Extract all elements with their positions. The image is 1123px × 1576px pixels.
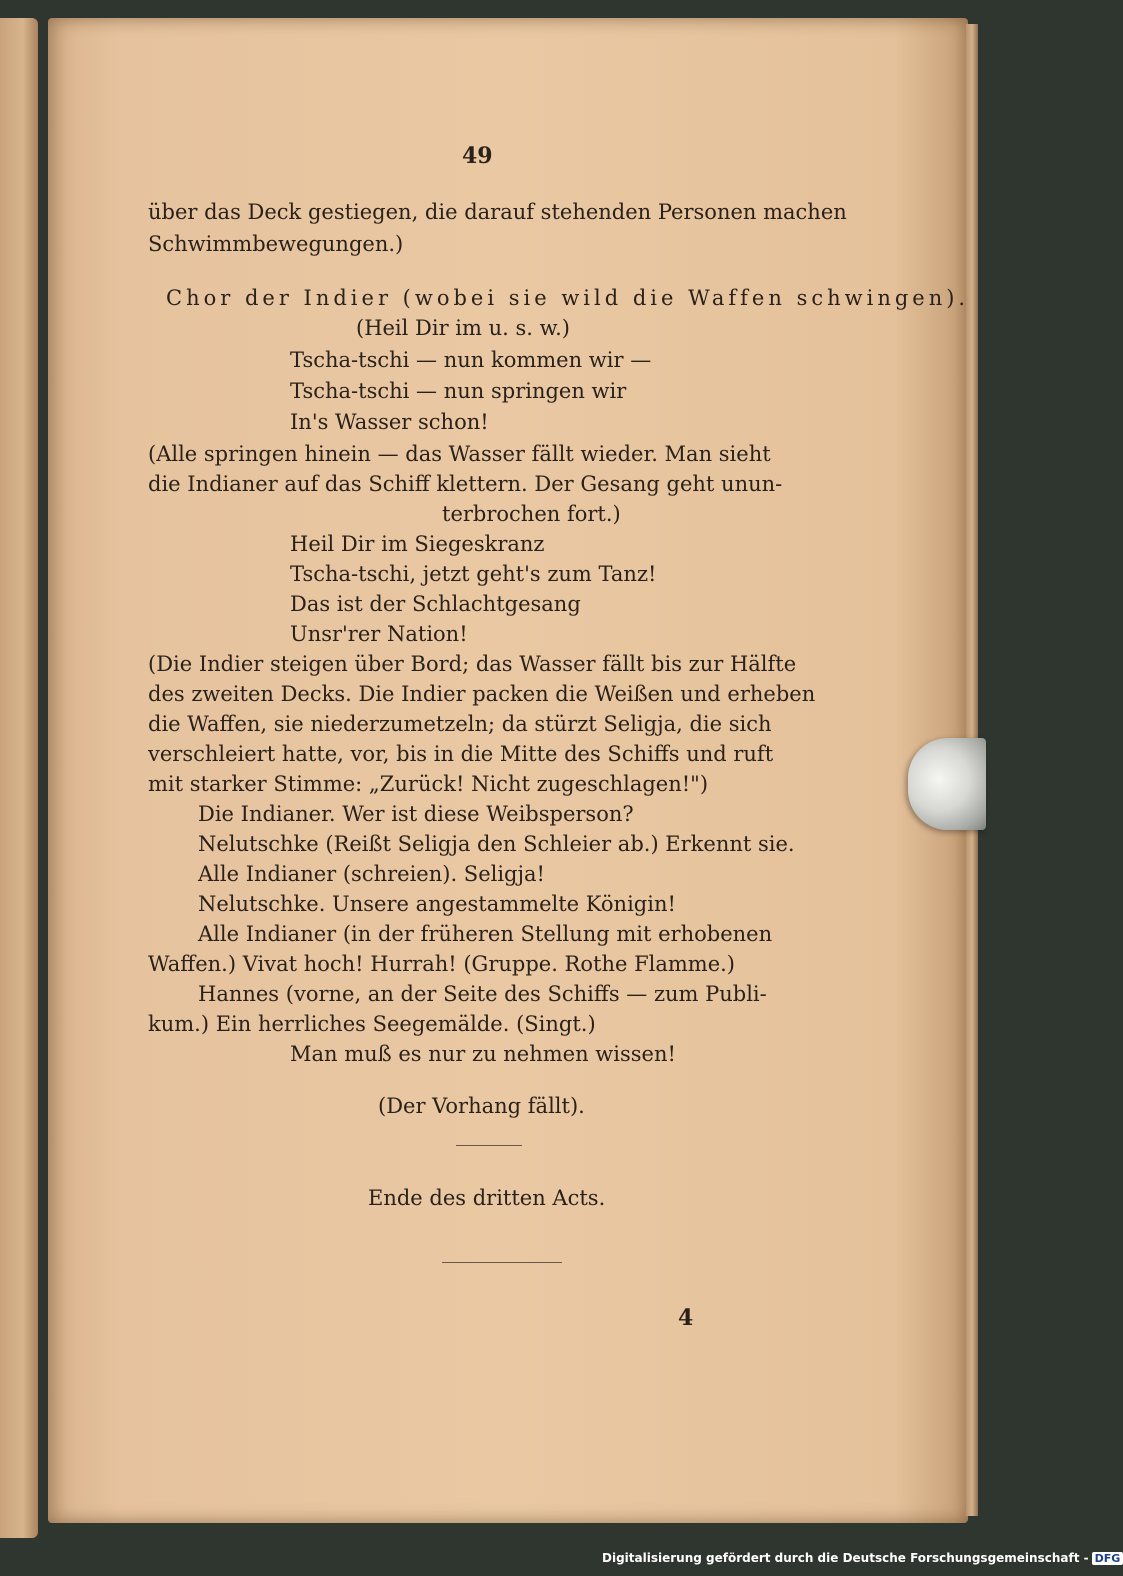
stage-direction: Chor der Indier (wobei sie wild die Waffen schwingen). <box>166 286 970 310</box>
text-line: Waffen.) Vivat hoch! Hurrah! (Gruppe. Rothe Flamme.) <box>148 952 735 976</box>
text-line: verschleiert hatte, vor, bis in die Mitte des Schiffs und ruft <box>148 742 774 766</box>
dialogue-line: Alle Indianer (schreien). Seligja! <box>198 862 545 886</box>
dialogue-line: Hannes (vorne, an der Seite des Schiffs — zum Publi- <box>198 982 767 1006</box>
text-line: (Heil Dir im u. s. w.) <box>356 316 570 340</box>
text-line: über das Deck gestiegen, die darauf stehenden Personen machen <box>148 200 847 224</box>
text-line: (Die Indier steigen über Bord; das Wasser fällt bis zur Hälfte <box>148 652 797 676</box>
dialogue-line: Nelutschke (Reißt Seligja den Schleier ab.) Erkennt sie. <box>198 832 795 856</box>
verse-line: Tscha-tschi — nun springen wir <box>290 379 627 403</box>
left-page-edge <box>0 18 38 1538</box>
paper-clip <box>908 738 986 830</box>
credit-text: Digitalisierung gefördert durch die Deutsche Forschungsgemeinschaft - <box>602 1551 1089 1565</box>
text-line: mit starker Stimme: „Zurück! Nicht zugeschlagen!") <box>148 772 709 796</box>
verse-line: Unsr'rer Nation! <box>290 622 468 646</box>
signature-mark: 4 <box>678 1305 694 1331</box>
text-line: (Alle springen hinein — das Wasser fällt wieder. Man sieht <box>148 442 771 466</box>
text-line: kum.) Ein herrliches Seegemälde. (Singt.) <box>148 1012 596 1036</box>
verse-line: Heil Dir im Siegeskranz <box>290 532 545 556</box>
verse-line: Tscha-tschi — nun kommen wir — <box>290 348 652 372</box>
dialogue-line: Nelutschke. Unsere angestammelte Königin! <box>198 892 676 916</box>
text-line: des zweiten Decks. Die Indier packen die Weißen und erheben <box>148 682 816 706</box>
verse-line: Tscha-tschi, jetzt geht's zum Tanz! <box>290 562 657 586</box>
text-line: die Indianer auf das Schiff klettern. Der Gesang geht unun- <box>148 472 783 496</box>
text-line: die Waffen, sie niederzumetzeln; da stürzt Seligja, die sich <box>148 712 772 736</box>
text-line: Schwimmbewegungen.) <box>148 232 404 256</box>
page-number: 49 <box>462 143 493 169</box>
dialogue-line: Die Indianer. Wer ist diese Weibsperson? <box>198 802 634 826</box>
act-end: Ende des dritten Acts. <box>368 1186 606 1210</box>
dfg-logo: DFG <box>1092 1552 1123 1565</box>
dialogue-line: Alle Indianer (in der früheren Stellung mit erhobenen <box>198 922 773 946</box>
closing-direction: (Der Vorhang fällt). <box>378 1094 585 1118</box>
divider <box>442 1262 562 1263</box>
digitization-credit <box>602 1551 1123 1565</box>
verse-line: In's Wasser schon! <box>290 410 489 434</box>
text-line: terbrochen fort.) <box>442 502 621 526</box>
divider <box>456 1145 522 1146</box>
verse-line: Man muß es nur zu nehmen wissen! <box>290 1042 676 1066</box>
verse-line: Das ist der Schlachtgesang <box>290 592 581 616</box>
